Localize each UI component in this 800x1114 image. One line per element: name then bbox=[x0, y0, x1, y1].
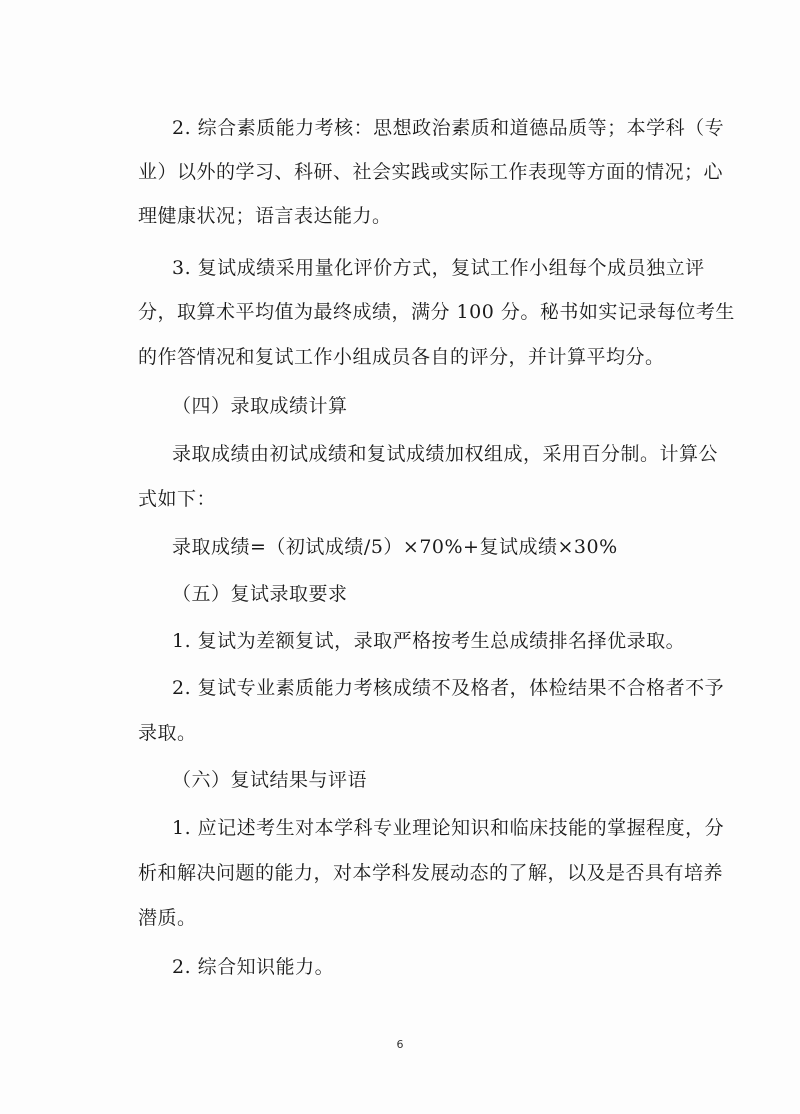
paragraph-line: 析和解决问题的能力，对本学科发展动态的了解，以及是否具有培养 bbox=[138, 862, 724, 884]
paragraph-line: 的作答情况和复试工作小组成员各自的评分，并计算平均分。 bbox=[138, 346, 665, 368]
paragraph-line: 2. 复试专业素质能力考核成绩不及格者，体检结果不合格者不予 bbox=[172, 677, 725, 699]
paragraph-line: 2. 综合素质能力考核：思想政治素质和道德品质等；本学科（专 bbox=[172, 117, 725, 139]
page-number: 6 bbox=[396, 1038, 404, 1051]
paragraph-line: 录取。 bbox=[138, 722, 197, 744]
section-heading: （四）录取成绩计算 bbox=[172, 395, 348, 417]
paragraph-line: 分，取算术平均值为最终成绩，满分 100 分。秘书如实记录每位考生 bbox=[138, 301, 735, 323]
paragraph-line: 式如下： bbox=[138, 488, 217, 510]
paragraph-line: 1. 复试为差额复试，录取严格按考生总成绩排名择优录取。 bbox=[172, 630, 686, 652]
formula-line: 录取成绩=（初试成绩/5）×70%+复试成绩×30% bbox=[172, 536, 618, 558]
paragraph-line: 2. 综合知识能力。 bbox=[172, 956, 335, 978]
paragraph-line: 1. 应记述考生对本学科专业理论知识和临床技能的掌握程度，分 bbox=[172, 817, 725, 839]
section-heading: （六）复试结果与评语 bbox=[172, 769, 368, 791]
paragraph-line: 3. 复试成绩采用量化评价方式，复试工作小组每个成员独立评 bbox=[172, 257, 705, 279]
paragraph-line: 理健康状况；语言表达能力。 bbox=[138, 205, 392, 227]
section-heading: （五）复试录取要求 bbox=[172, 583, 348, 605]
paragraph-line: 潜质。 bbox=[138, 907, 197, 929]
paragraph-line: 业）以外的学习、科研、社会实践或实际工作表现等方面的情况；心 bbox=[138, 161, 724, 183]
paragraph-line: 录取成绩由初试成绩和复试成绩加权组成，采用百分制。计算公 bbox=[172, 443, 719, 465]
